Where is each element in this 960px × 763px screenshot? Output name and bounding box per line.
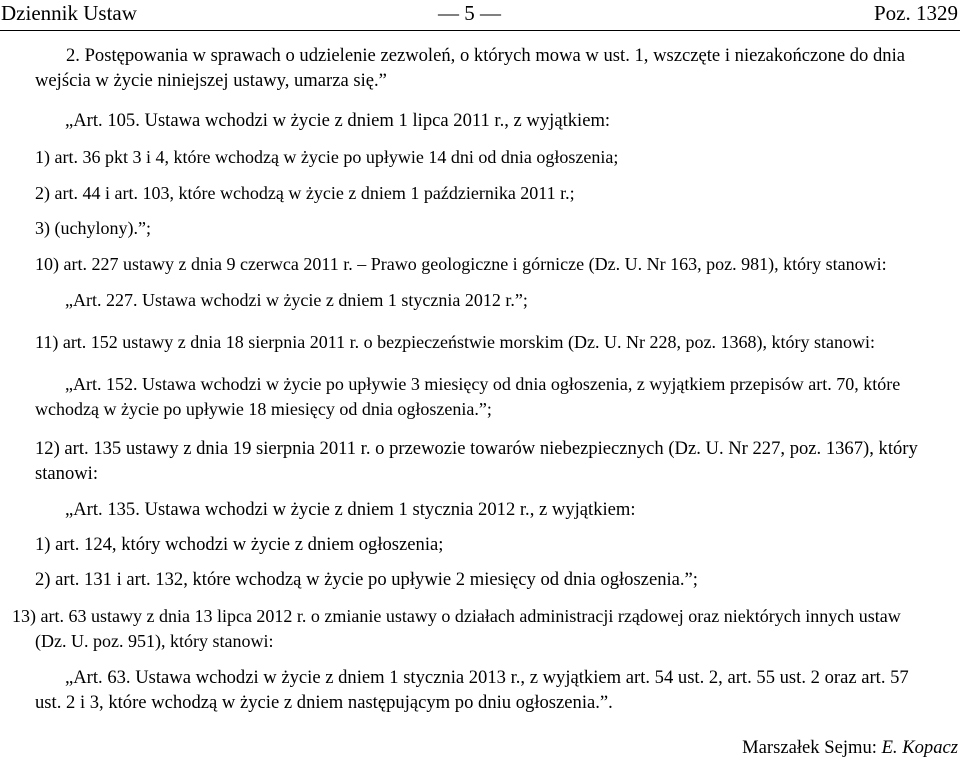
body-line: 3) (uchylony).”; [35, 218, 151, 238]
journal-title: Dziennik Ustaw [1, 1, 137, 25]
body-line: „Art. 135. Ustawa wchodzi w życie z dniem 1 stycznia 2012 r., z wyjątkiem: [65, 499, 636, 520]
body-line: wejścia w życie niniejszej ustawy, umarza się.” [35, 70, 387, 91]
body-line: 10) art. 227 ustawy z dnia 9 czerwca 2011 r. – Prawo geologiczne i górnicze (Dz. U. Nr 163, poz. 981), który stanowi: [35, 254, 887, 274]
body-line: 12) art. 135 ustawy z dnia 19 sierpnia 2011 r. o przewozie towarów niebezpiecznych (Dz. U. Nr 227, poz. 1367), który [35, 438, 918, 459]
position-number: Poz. 1329 [874, 1, 958, 25]
body-line: 1) art. 124, który wchodzi w życie z dniem ogłoszenia; [35, 534, 444, 555]
body-line: 13) art. 63 ustawy z dnia 13 lipca 2012 r. o zmianie ustawy o działach administracji rządowej oraz niektórych innych ustaw [12, 606, 901, 626]
signature-label: Marszałek Sejmu: [742, 737, 882, 758]
body-line: „Art. 152. Ustawa wchodzi w życie po upływie 3 miesięcy od dnia ogłoszenia, z wyjątkiem przepisów art. 70, które [65, 374, 901, 394]
body-line: stanowi: [35, 463, 99, 484]
signature-name: E. Kopacz [881, 737, 958, 758]
body-line: 2) art. 131 i art. 132, które wchodzą w życie po upływie 2 miesięcy od dnia ogłoszenia.”; [35, 569, 698, 590]
body-line: (Dz. U. poz. 951), który stanowi: [35, 631, 274, 651]
body-line: „Art. 63. Ustawa wchodzi w życie z dniem 1 stycznia 2013 r., z wyjątkiem art. 54 ust. 2, art. 55 ust. 2 oraz art. 57 [65, 667, 909, 688]
page-number: — 5 — [438, 1, 501, 25]
header-divider [0, 30, 960, 31]
body-line: „Art. 227. Ustawa wchodzi w życie z dniem 1 stycznia 2012 r.”; [65, 290, 528, 310]
signature [742, 737, 958, 759]
body-line: 1) art. 36 pkt 3 i 4, które wchodzą w życie po upływie 14 dni od dnia ogłoszenia; [35, 147, 619, 167]
body-line: 2) art. 44 i art. 103, które wchodzą w życie z dniem 1 października 2011 r.; [35, 183, 575, 203]
body-line: wchodzą w życie po upływie 18 miesięcy od dnia ogłoszenia.”; [35, 399, 492, 419]
body-line: ust. 2 i 3, które wchodzą w życie z dniem następującym po dniu ogłoszenia.”. [35, 692, 613, 713]
body-line: 2. Postępowania w sprawach o udzielenie zezwoleń, o których mowa w ust. 1, wszczęte i niezakończone do dnia [66, 45, 906, 66]
body-line: 11) art. 152 ustawy z dnia 18 sierpnia 2011 r. o bezpieczeństwie morskim (Dz. U. Nr 228, poz. 1368), który stanowi: [35, 332, 875, 352]
body-line: „Art. 105. Ustawa wchodzi w życie z dniem 1 lipca 2011 r., z wyjątkiem: [65, 110, 611, 131]
